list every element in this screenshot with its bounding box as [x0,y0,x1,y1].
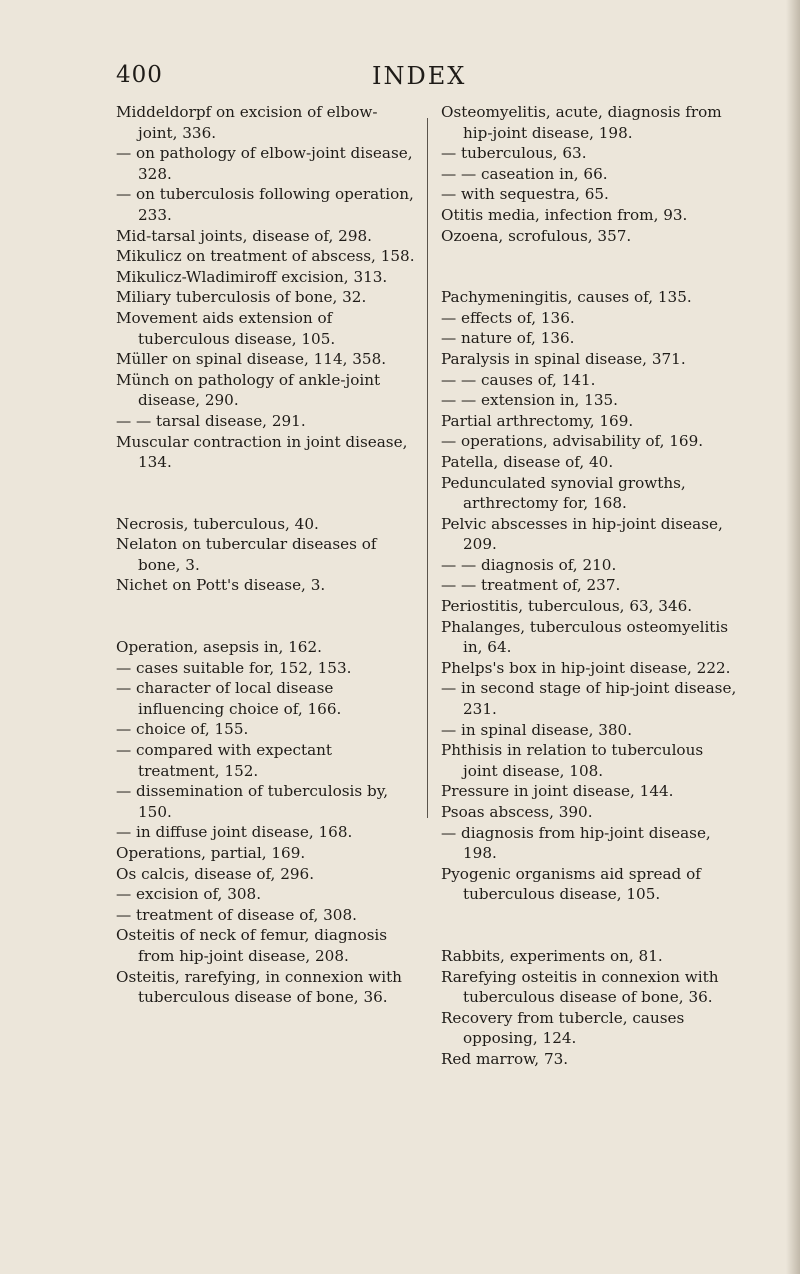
index-entry: — character of local disease influencing choice of, 166. [116,679,342,718]
index-entry: Movement aids extension of tuberculous disease, 105. [116,308,336,348]
index-entry: Operation, asepsis in, 162. [116,638,322,657]
section-gap [441,905,741,946]
index-entry: Mikulicz-Wladimiroff excision, 313. [116,267,388,286]
index-entry: Middeldorpf on excision of elbow-joint, 336. [116,103,378,142]
index-column-left [116,102,416,1008]
page-title: INDEX [372,62,467,90]
index-entry: — treatment of disease of, 308. [116,905,357,924]
index-entry: — nature of, 136. [441,329,575,348]
index-entry: — compared with expectant treatment, 152. [116,741,333,780]
index-entry: Mid-tarsal joints, disease of, 298. [116,226,372,245]
index-entry: Mikulicz on treatment of abscess, 158. [116,247,415,266]
section-gap [116,596,416,637]
section-gap [116,473,416,514]
index-entry: Münch on pathology of ankle-joint disease, 290. [116,370,381,410]
index-entry: Periostitis, tuberculous, 63, 346. [441,597,693,616]
index-entry: Rabbits, experiments on, 81. [441,946,663,965]
page-header [0,62,800,98]
section-gap [441,246,741,287]
index-entry: Pelvic abscesses in hip-joint disease, 209. [441,514,723,554]
index-entry: Nelaton on tubercular diseases of bone, 3. [116,535,377,574]
index-entry: Phalanges, tuberculous osteomyelitis in, 64. [441,617,729,657]
index-column-right [441,102,741,1070]
index-entry: — — treatment of, 237. [441,576,621,595]
index-entry: Red marrow, 73. [441,1049,569,1068]
index-entry: Phthisis in relation to tuberculous joint disease, 108. [441,741,704,780]
index-entry: Paralysis in spinal disease, 371. [441,349,686,368]
index-entry: Pachymeningitis, causes of, 135. [441,288,692,307]
index-entry: Operations, partial, 169. [116,844,306,862]
index-entry: Phelps's box in hip-joint disease, 222. [441,658,731,677]
index-entry: Recovery from tubercle, causes opposing, 124. [441,1008,685,1048]
index-entry: — operations, advisability of, 169. [441,432,704,451]
index-entry: — tuberculous, 63. [441,144,587,163]
index-entry: — in second stage of hip-joint disease, 231. [441,679,737,719]
index-entry: Müller on spinal disease, 114, 358. [116,350,387,369]
index-entry: — excision of, 308. [116,885,262,904]
index-entry: Partial arthrectomy, 169. [441,411,634,430]
index-entry: Muscular contraction in joint disease, 134. [116,432,408,472]
index-entry: Otitis media, infection from, 93. [441,205,688,224]
index-entry: Pressure in joint disease, 144. [441,782,674,801]
index-entry: — in diffuse joint disease, 168. [116,823,353,842]
index-entry: Patella, disease of, 40. [441,452,614,471]
index-entry: Psoas abscess, 390. [441,803,593,821]
index-entry: — — diagnosis of, 210. [441,555,617,574]
index-entry: — in spinal disease, 380. [441,720,633,739]
index-entry: — cases suitable for, 152, 153. [116,658,352,677]
index-entry: — — causes of, 141. [441,370,596,389]
index-entry: Ozoena, scrofulous, 357. [441,226,632,245]
index-entry: — choice of, 155. [116,720,249,739]
page-number: 400 [116,62,163,88]
index-entry: — — caseation in, 66. [441,164,608,183]
index-entry: Osteitis, rarefying, in connexion with tuberculous disease of bone, 36. [116,967,402,1007]
index-entry: — dissemination of tuberculosis by, 150. [116,782,389,821]
index-entry: — — tarsal disease, 291. [116,411,306,430]
index-entry: — — extension in, 135. [441,391,618,410]
index-entry: — diagnosis from hip-joint disease, 198. [441,823,711,863]
index-entry: Pedunculated synovial growths, arthrectomy for, 168. [441,473,686,513]
index-entry: Osteitis of neck of femur, diagnosis from hip-joint disease, 208. [116,926,388,965]
index-entry: — on pathology of elbow-joint disease, 328. [116,144,413,183]
index-entry: — on tuberculosis following operation, 233. [116,185,414,224]
index-entry: Os calcis, disease of, 296. [116,864,315,883]
index-entry: Pyogenic organisms aid spread of tuberculous disease, 105. [441,864,701,904]
index-entry: Nichet on Pott's disease, 3. [116,576,326,595]
index-entry: — with sequestra, 65. [441,185,609,204]
index-entry: — effects of, 136. [441,308,575,327]
index-entry: Rarefying osteitis in connexion with tuberculous disease of bone, 36. [441,967,719,1007]
index-entry: Osteomyelitis, acute, diagnosis from hip-joint disease, 198. [441,103,722,142]
page-edge-shadow [786,0,800,1274]
index-entry: Miliary tuberculosis of bone, 32. [116,288,367,307]
index-entry: Necrosis, tuberculous, 40. [116,514,319,533]
column-divider [427,118,428,818]
